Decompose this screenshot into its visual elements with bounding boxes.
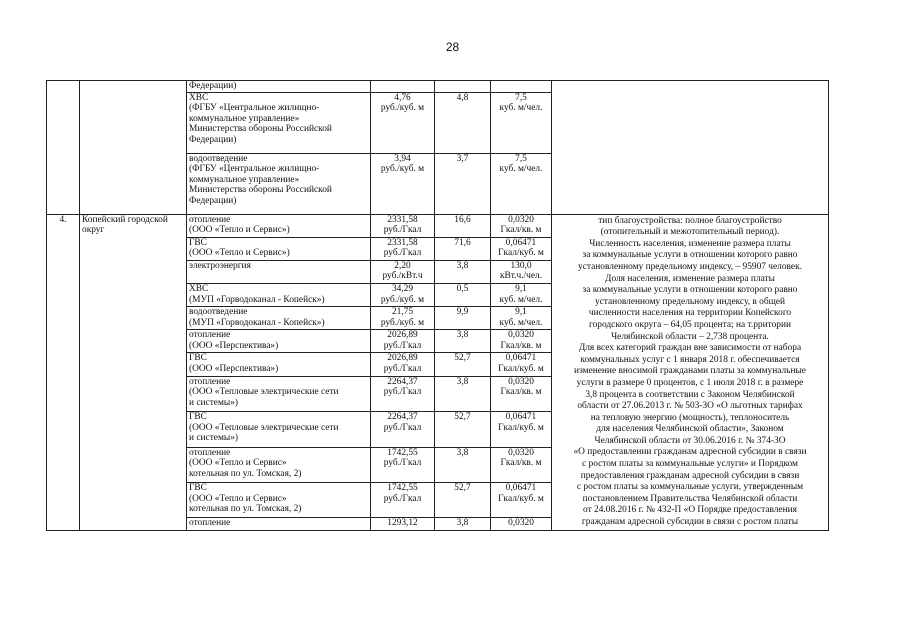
service-line: и системы») bbox=[189, 433, 238, 444]
growth-cell: 52,7 bbox=[435, 412, 491, 447]
service-line: (ФГБУ «Центральное жилищно- bbox=[189, 164, 320, 175]
tariff-cell bbox=[371, 92, 435, 153]
norm-line: Гкал/куб. м bbox=[498, 422, 544, 433]
note-line: гражданам адресной субсидии в связи с ростом платы bbox=[581, 517, 799, 528]
service-line: (ООО «Тепло и Сервис») bbox=[189, 248, 290, 259]
norm-line: 0,0320 bbox=[508, 330, 534, 341]
service-cell bbox=[187, 482, 371, 517]
service-line: отопление bbox=[189, 447, 231, 458]
tariff-line: руб./Гкал bbox=[383, 248, 422, 259]
tariff-cell bbox=[371, 284, 435, 307]
service-cell bbox=[187, 447, 371, 482]
service-line: котельная по ул. Томская, 2) bbox=[189, 504, 302, 515]
service-line: (ООО «Тепловые электрические сети bbox=[189, 422, 339, 433]
tariff-line: 2331,58 bbox=[387, 214, 418, 225]
norm-line: 0,06471 bbox=[505, 412, 537, 423]
tariff-line: 2,20 bbox=[394, 260, 411, 271]
service-line: (ООО «Перспектива») bbox=[189, 340, 279, 351]
tariff-cell bbox=[371, 353, 435, 376]
service-line: водоотведение bbox=[189, 153, 248, 164]
service-line: коммунальное управление» bbox=[189, 174, 300, 185]
norm-line: Гкал/кв. м bbox=[500, 458, 542, 469]
growth-cell: 16,6 bbox=[435, 214, 491, 237]
service-line: отопление bbox=[189, 376, 231, 387]
note-line: тип благоустройства: полное благоустройство bbox=[598, 215, 782, 226]
service-line: электроэнергия bbox=[189, 260, 251, 271]
note-line: для населения Челябинской области», Законом bbox=[596, 424, 784, 435]
note-line: Для всех категорий граждан вне зависимости от набора bbox=[578, 343, 802, 354]
note-line: (отопительный и межотопительный период). bbox=[600, 227, 780, 238]
norm-cell bbox=[491, 153, 552, 214]
tariff-cell bbox=[371, 81, 435, 93]
tariff-line: 1742,55 bbox=[387, 447, 418, 458]
service-cell bbox=[187, 353, 371, 376]
service-cell bbox=[187, 307, 371, 330]
service-cell bbox=[187, 214, 371, 237]
growth-cell: 3,7 bbox=[435, 153, 491, 214]
tariff-cell bbox=[371, 307, 435, 330]
norm-cell bbox=[491, 307, 552, 330]
tariff-line: 21,75 bbox=[391, 307, 414, 318]
note-line: Доля населения, изменение размера платы bbox=[605, 273, 775, 284]
norm-cell bbox=[491, 214, 552, 237]
norm-line: 9,1 bbox=[515, 284, 527, 295]
norm-line: Гкал/кв. м bbox=[500, 225, 542, 236]
note-line: с ростом платы за коммунальные услуги, утвержденным bbox=[576, 482, 804, 493]
service-line: ГВС bbox=[189, 482, 207, 493]
norm-line: куб. м/чел. bbox=[499, 294, 543, 305]
tariff-line: 2264,37 bbox=[387, 412, 418, 423]
service-line: водоотведение bbox=[189, 307, 248, 318]
tariff-line: руб./Гкал bbox=[383, 364, 422, 375]
norm-cell bbox=[491, 92, 552, 153]
service-cell bbox=[187, 81, 371, 93]
tariff-cell bbox=[371, 330, 435, 353]
norm-line: 7,5 bbox=[515, 92, 527, 103]
service-cell bbox=[187, 518, 371, 530]
norm-cell bbox=[491, 518, 552, 530]
tariff-line: 3,94 bbox=[394, 153, 411, 164]
tariff-line: руб./куб. м bbox=[380, 294, 425, 305]
municipality-line: округ bbox=[82, 225, 105, 236]
service-cell bbox=[187, 92, 371, 153]
note-line: от 24.08.2016 г. № 432-П «О Порядке предоставления bbox=[583, 505, 797, 516]
norm-cell bbox=[491, 447, 552, 482]
service-line: котельная по ул. Томская, 2) bbox=[189, 468, 302, 479]
tariff-line: руб./куб. м bbox=[380, 164, 425, 175]
norm-line: 0,06471 bbox=[505, 237, 537, 248]
note-line: Челябинской области – 2,738 процента. bbox=[611, 331, 769, 342]
norm-line: 7,5 bbox=[515, 153, 527, 164]
growth-cell: 9,9 bbox=[435, 307, 491, 330]
service-line: отопление bbox=[189, 330, 231, 341]
service-cell bbox=[187, 330, 371, 353]
norm-cell bbox=[491, 330, 552, 353]
service-line: ГВС bbox=[189, 353, 207, 364]
tariff-table-body bbox=[47, 81, 829, 531]
service-cell bbox=[187, 284, 371, 307]
note-line: установленному предельному индексу, – 95907 человек. bbox=[578, 261, 802, 272]
norm-line: кВт.ч./чел. bbox=[499, 271, 543, 282]
tariff-line: 1742,55 bbox=[387, 482, 418, 493]
norm-cell bbox=[491, 237, 552, 260]
note-line: с ростом платы за коммунальные услуги» и Порядком bbox=[582, 459, 798, 470]
norm-line: 0,06471 bbox=[505, 482, 537, 493]
service-line: Федерации) bbox=[189, 81, 237, 91]
table-row bbox=[47, 214, 829, 237]
service-cell bbox=[187, 376, 371, 411]
tariff-line: руб./Гкал bbox=[383, 458, 422, 469]
table-row bbox=[47, 81, 829, 93]
service-line: ХВС bbox=[189, 92, 209, 103]
note-line: установленному предельному индексу, в общей bbox=[594, 296, 786, 307]
norm-line: куб. м/чел. bbox=[499, 164, 543, 175]
tariff-cell bbox=[371, 482, 435, 517]
note-line: за коммунальные услуги в отношении которого равно bbox=[582, 250, 798, 261]
tariff-line: руб./Гкал bbox=[383, 493, 422, 504]
tariff-cell bbox=[371, 518, 435, 530]
index-cell bbox=[47, 81, 80, 215]
tariff-line: 2026,89 bbox=[387, 330, 418, 341]
norm-line: куб. м/чел. bbox=[499, 103, 543, 114]
norm-cell bbox=[491, 81, 552, 93]
tariff-line: 2026,89 bbox=[387, 353, 418, 364]
tariff-line: руб./Гкал bbox=[383, 422, 422, 433]
tariff-cell bbox=[371, 237, 435, 260]
municipality-name bbox=[80, 214, 187, 530]
growth-cell: 0,5 bbox=[435, 284, 491, 307]
service-line: отопление bbox=[189, 518, 231, 529]
page-number: 28 bbox=[445, 40, 460, 54]
service-line: Федерации) bbox=[189, 134, 237, 145]
growth-cell: 52,7 bbox=[435, 482, 491, 517]
service-line: (ООО «Тепло и Сервис» bbox=[189, 493, 287, 504]
service-line: и системы») bbox=[189, 397, 238, 408]
growth-cell: 3,8 bbox=[435, 518, 491, 530]
tariff-line: руб./Гкал bbox=[383, 387, 422, 398]
growth-cell bbox=[435, 81, 491, 93]
growth-cell: 52,7 bbox=[435, 353, 491, 376]
tariff-cell bbox=[371, 214, 435, 237]
tariff-line: 4,76 bbox=[394, 92, 411, 103]
norm-line: 0,0320 bbox=[508, 214, 534, 225]
norm-line: 0,0320 bbox=[508, 518, 534, 529]
note-line: услуги в размере 0 процентов, с 1 июля 2018 г. в размере bbox=[576, 377, 804, 388]
norm-line: Гкал/куб. м bbox=[498, 364, 544, 375]
service-line: (ФГБУ «Центральное жилищно- bbox=[189, 103, 320, 114]
conditions-note bbox=[552, 214, 829, 530]
service-line: Федерации) bbox=[189, 195, 237, 206]
tariff-line: руб./куб. м bbox=[380, 103, 425, 114]
growth-cell: 3,8 bbox=[435, 330, 491, 353]
note-line: за коммунальные услуги в отношении которого равно bbox=[582, 285, 798, 296]
service-line: (МУП «Горводоканал - Копейск») bbox=[189, 317, 325, 328]
note-line: численности населения на территории Копейского bbox=[588, 308, 792, 319]
tariff-line: 2331,58 bbox=[387, 237, 418, 248]
service-line: (МУП «Горводоканал - Копейск») bbox=[189, 294, 325, 305]
service-line: Министерства обороны Российской bbox=[189, 185, 332, 196]
service-line: ГВС bbox=[189, 237, 207, 248]
growth-cell: 71,6 bbox=[435, 237, 491, 260]
service-line: Министерства обороны Российской bbox=[189, 124, 332, 135]
norm-cell bbox=[491, 284, 552, 307]
norm-line: 0,0320 bbox=[508, 447, 534, 458]
service-cell bbox=[187, 412, 371, 447]
norm-cell bbox=[491, 353, 552, 376]
tariff-line: руб./Гкал bbox=[383, 225, 422, 236]
service-line: (ООО «Тепло и Сервис» bbox=[189, 458, 287, 469]
service-line: ХВС bbox=[189, 284, 209, 295]
growth-cell: 3,8 bbox=[435, 447, 491, 482]
tariff-cell bbox=[371, 447, 435, 482]
note-line: городского округа – 64,05 процента; на т.рритории bbox=[589, 319, 791, 330]
norm-line: Гкал/кв. м bbox=[500, 387, 542, 398]
tariff-line: руб./кВт.ч bbox=[382, 271, 423, 282]
norm-line: куб. м/чел. bbox=[499, 317, 543, 328]
tariff-line: руб./Гкал bbox=[383, 340, 422, 351]
growth-cell: 3,8 bbox=[435, 376, 491, 411]
tariff-cell bbox=[371, 153, 435, 214]
norm-line: Гкал/куб. м bbox=[498, 493, 544, 504]
tariff-cell bbox=[371, 260, 435, 283]
tariff-table bbox=[46, 80, 829, 531]
norm-cell bbox=[491, 482, 552, 517]
note-line: коммунальных услуг с 1 января 2018 г. обеспечивается bbox=[580, 354, 800, 365]
service-line: ГВС bbox=[189, 412, 207, 423]
service-line: (ООО «Тепло и Сервис») bbox=[189, 225, 290, 236]
tariff-line: 2264,37 bbox=[387, 376, 418, 387]
norm-line: 0,06471 bbox=[505, 353, 537, 364]
note-line: области от 27.06.2013 г. № 503-ЗО «О льготных тарифах bbox=[577, 401, 803, 412]
municipality-cell bbox=[80, 81, 187, 215]
service-line: отопление bbox=[189, 214, 231, 225]
service-cell bbox=[187, 153, 371, 214]
service-line: (ООО «Тепловые электрические сети bbox=[189, 387, 339, 398]
note-line: постановлением Правительства Челябинской области bbox=[582, 493, 798, 504]
note-line: предоставления гражданам адресной субсидии в связи bbox=[580, 470, 800, 481]
note-line: Численность населения, изменение размера платы bbox=[589, 238, 791, 249]
note-line: Челябинской области от 30.06.2016 г. № 374-ЗО bbox=[594, 435, 786, 446]
growth-cell: 4,8 bbox=[435, 92, 491, 153]
norm-line: 9,1 bbox=[515, 307, 527, 318]
service-line: коммунальное управление» bbox=[189, 113, 300, 124]
norm-cell bbox=[491, 376, 552, 411]
note-line: 3,8 процента в соответствии с Законом Челябинской bbox=[585, 389, 795, 400]
service-cell bbox=[187, 260, 371, 283]
norm-line: Гкал/куб. м bbox=[498, 248, 544, 259]
norm-cell bbox=[491, 412, 552, 447]
municipality-line: Копейский городской bbox=[82, 214, 168, 225]
tariff-line: руб./куб. м bbox=[380, 317, 425, 328]
note-cell bbox=[552, 81, 829, 215]
norm-line: 0,0320 bbox=[508, 376, 534, 387]
tariff-cell bbox=[371, 376, 435, 411]
norm-cell bbox=[491, 260, 552, 283]
note-line: изменение вносимой гражданами платы за коммунальные bbox=[574, 366, 806, 377]
service-line: (ООО «Перспектива») bbox=[189, 364, 279, 375]
norm-line: Гкал/кв. м bbox=[500, 340, 542, 351]
note-line: «О предоставлении гражданам адресной субсидии в связи bbox=[573, 447, 807, 458]
tariff-line: 34,29 bbox=[391, 284, 414, 295]
tariff-cell bbox=[371, 412, 435, 447]
note-line: на тепловую энергию (мощность), теплоноситель bbox=[590, 412, 790, 423]
service-cell bbox=[187, 237, 371, 260]
growth-cell: 3,8 bbox=[435, 260, 491, 283]
tariff-line: 1293,12 bbox=[387, 518, 418, 529]
row-index: 4. bbox=[47, 214, 80, 530]
norm-line: 130,0 bbox=[510, 260, 532, 271]
